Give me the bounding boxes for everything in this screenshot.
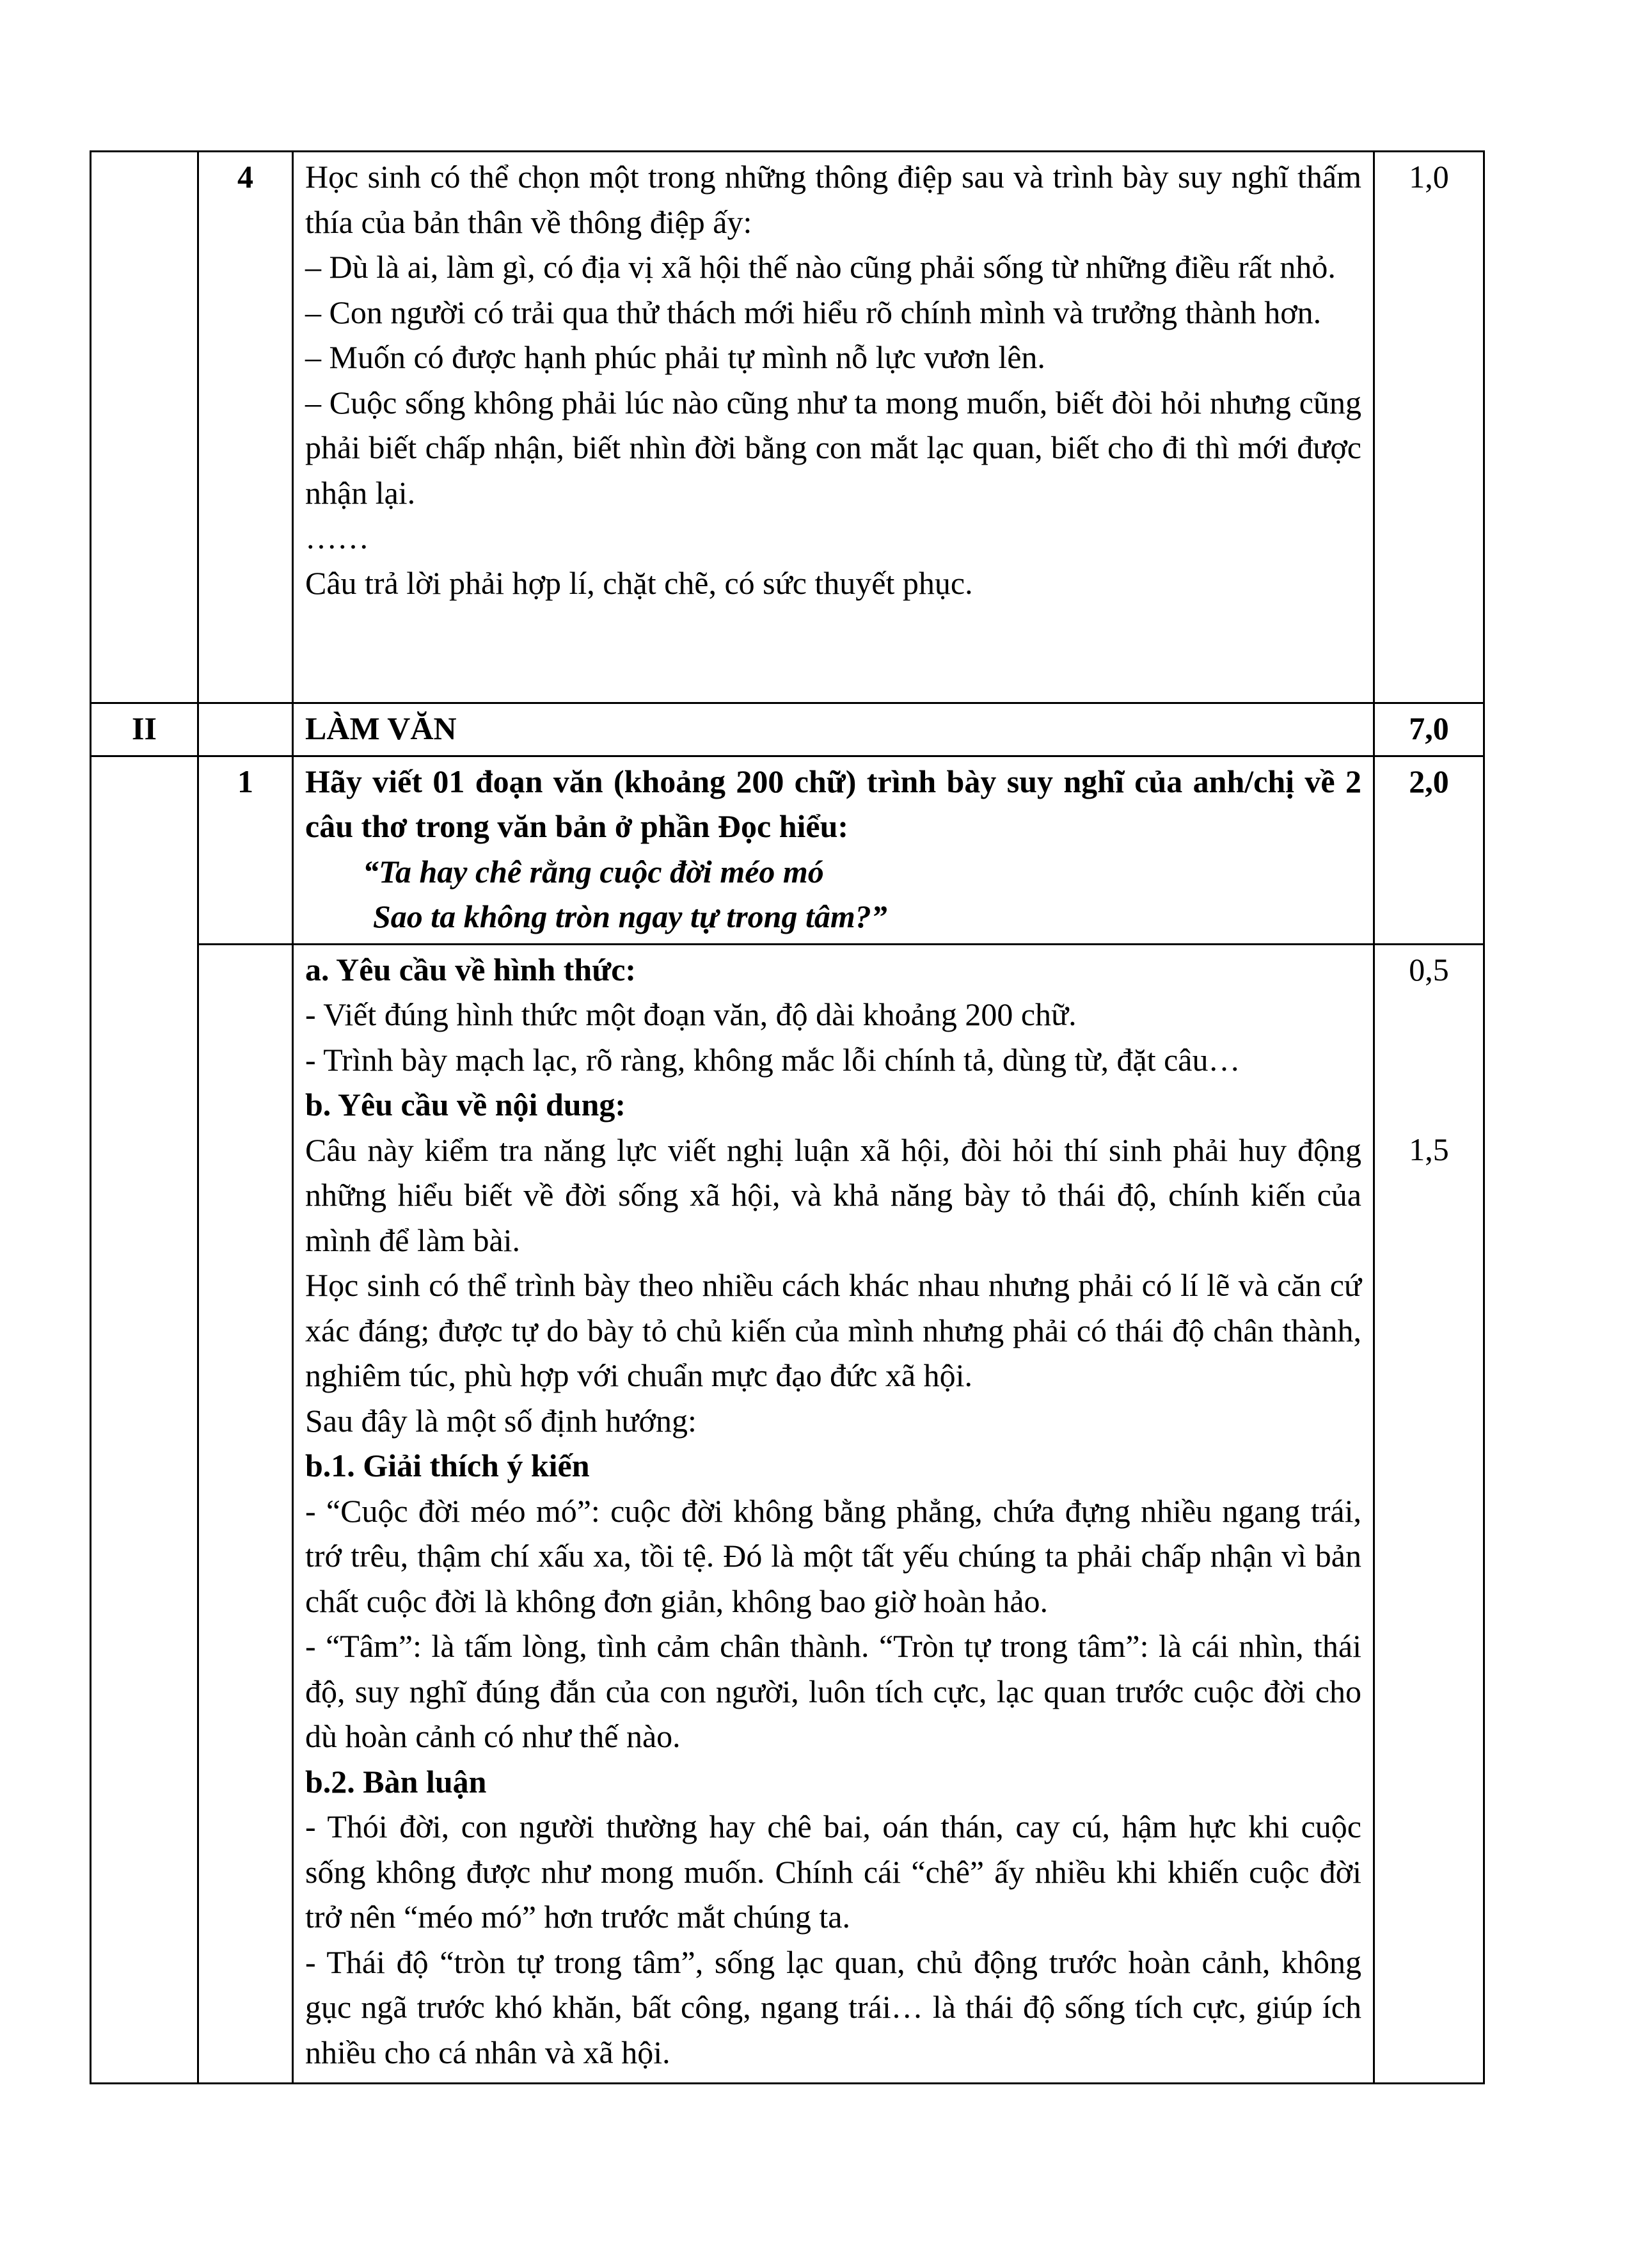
score-form: 0,5 bbox=[1409, 951, 1449, 987]
content-heading: b. Yêu cầu về nội dung: bbox=[305, 1087, 626, 1122]
verse-line-1: “Ta hay chê rằng cuộc đời méo mó bbox=[363, 853, 824, 890]
answer-line: - Viết đúng hình thức một đoạn văn, độ dài khoảng 200 chữ. bbox=[305, 996, 1077, 1032]
table-row-question-4 bbox=[91, 152, 1484, 703]
answer-paragraph: - “Cuộc đời méo mó”: cuộc đời không bằng phẳng, chứa đựng nhiều ngang trái, trớ trêu, thậm chí xấu xa, tồi tệ. Đó là một tất yếu chúng ta phải chấp nhận vì bản chất cuộc đời là không đơn giản, không bao giờ hoàn hảo. bbox=[305, 1492, 1361, 1619]
score-cell: 1,0 bbox=[1374, 152, 1484, 703]
answer-paragraph: Học sinh có thể trình bày theo nhiều cách khác nhau nhưng phải có lí lẽ và căn cứ xác đáng; được tự do bày tỏ chủ kiến của mình nhưng phải có thái độ chân thành, nghiêm túc, phù hợp với chuẩn mực đạo đức xã hội. bbox=[305, 1267, 1361, 1393]
answer-line: – Cuộc sống không phải lúc nào cũng như ta mong muốn, biết đòi hỏi nhưng cũng phải biết chấp nhận, biết nhìn đời bằng con mắt lạc quan, biết cho đi thì mới được nhận lại. bbox=[305, 384, 1361, 511]
answer-paragraph: - Thói đời, con người thường hay chê bai, oán thán, cay cú, hậm hực khi cuộc sống không được như mong muốn. Chính cái “chê” ấy nhiều khi khiến cuộc đời trở nên “méo mó” hơn trước mắt chúng ta. bbox=[305, 1809, 1361, 1935]
answer-paragraph: - Thái độ “tròn tự trong tâm”, sống lạc quan, chủ động trước hoàn cảnh, không gục ngã trước khó khăn, bất công, ngang trái… là thái độ sống tích cực, giúp ích nhiều cho cá nhân và xã hội. bbox=[305, 1944, 1361, 2070]
answer-paragraph: - “Tâm”: là tấm lòng, tình cảm chân thành. “Tròn tự trong tâm”: là cái nhìn, thái độ, suy nghĩ đúng đắn của con người, luôn tích cực, lạc quan trước cuộc đời cho dù hoàn cảnh có như thế nào. bbox=[305, 1628, 1361, 1754]
score-cell bbox=[1374, 944, 1484, 2083]
prompt-text: Hãy viết 01 đoạn văn (khoảng 200 chữ) trình bày suy nghĩ của anh/chị về 2 câu thơ trong văn bản ở phần Đọc hiểu: bbox=[305, 763, 1361, 844]
answer-line: Câu trả lời phải hợp lí, chặt chẽ, có sức thuyết phục. bbox=[305, 564, 973, 601]
form-heading: a. Yêu cầu về hình thức: bbox=[305, 951, 637, 987]
table-row-section-2 bbox=[91, 703, 1484, 756]
answer-key-table bbox=[90, 150, 1485, 2084]
section-title: LÀM VĂN bbox=[293, 703, 1374, 756]
question-number: 1 bbox=[198, 756, 293, 944]
score-cell: 7,0 bbox=[1374, 703, 1484, 756]
question-number: 4 bbox=[198, 152, 293, 703]
table-row-question-1-detail bbox=[91, 944, 1484, 2083]
answer-line: – Con người có trải qua thử thách mới hiểu rõ chính mình và trưởng thành hơn. bbox=[305, 294, 1322, 330]
section-number: II bbox=[91, 703, 198, 756]
score-cell: 2,0 bbox=[1374, 756, 1484, 944]
question-prompt bbox=[293, 756, 1374, 944]
answer-line: Học sinh có thể chọn một trong những thông điệp sau và trình bày suy nghĩ thấm thía của bản thân về thông điệp ấy: bbox=[305, 159, 1361, 240]
answer-line: – Dù là ai, làm gì, có địa vị xã hội thế nào cũng phải sống từ những điều rất nhỏ. bbox=[305, 249, 1336, 285]
table-row-question-1 bbox=[91, 756, 1484, 944]
answer-paragraph: Câu này kiểm tra năng lực viết nghị luận xã hội, đòi hỏi thí sinh phải huy động những hiểu biết về đời sống xã hội, và khả năng bày tỏ thái độ, chính kiến của mình để làm bài. bbox=[305, 1131, 1361, 1258]
section-cell bbox=[91, 756, 198, 2083]
score-content: 1,5 bbox=[1409, 1131, 1449, 1167]
answer-line: – Muốn có được hạnh phúc phải tự mình nỗ lực vươn lên. bbox=[305, 339, 1045, 375]
answer-content bbox=[293, 944, 1374, 2083]
verse-line-2: Sao ta không tròn ngay tự trong tâm?” bbox=[373, 898, 887, 934]
answer-line: - Trình bày mạch lạc, rõ ràng, không mắc lỗi chính tả, dùng từ, đặt câu… bbox=[305, 1041, 1241, 1078]
question-number bbox=[198, 703, 293, 756]
section-cell bbox=[91, 152, 198, 703]
answer-content bbox=[293, 152, 1374, 703]
question-number bbox=[198, 944, 293, 2083]
answer-paragraph: Sau đây là một số định hướng: bbox=[305, 1402, 697, 1439]
b2-heading: b.2. Bàn luận bbox=[305, 1763, 487, 1800]
answer-line: …… bbox=[305, 520, 369, 555]
b1-heading: b.1. Giải thích ý kiến bbox=[305, 1448, 590, 1483]
